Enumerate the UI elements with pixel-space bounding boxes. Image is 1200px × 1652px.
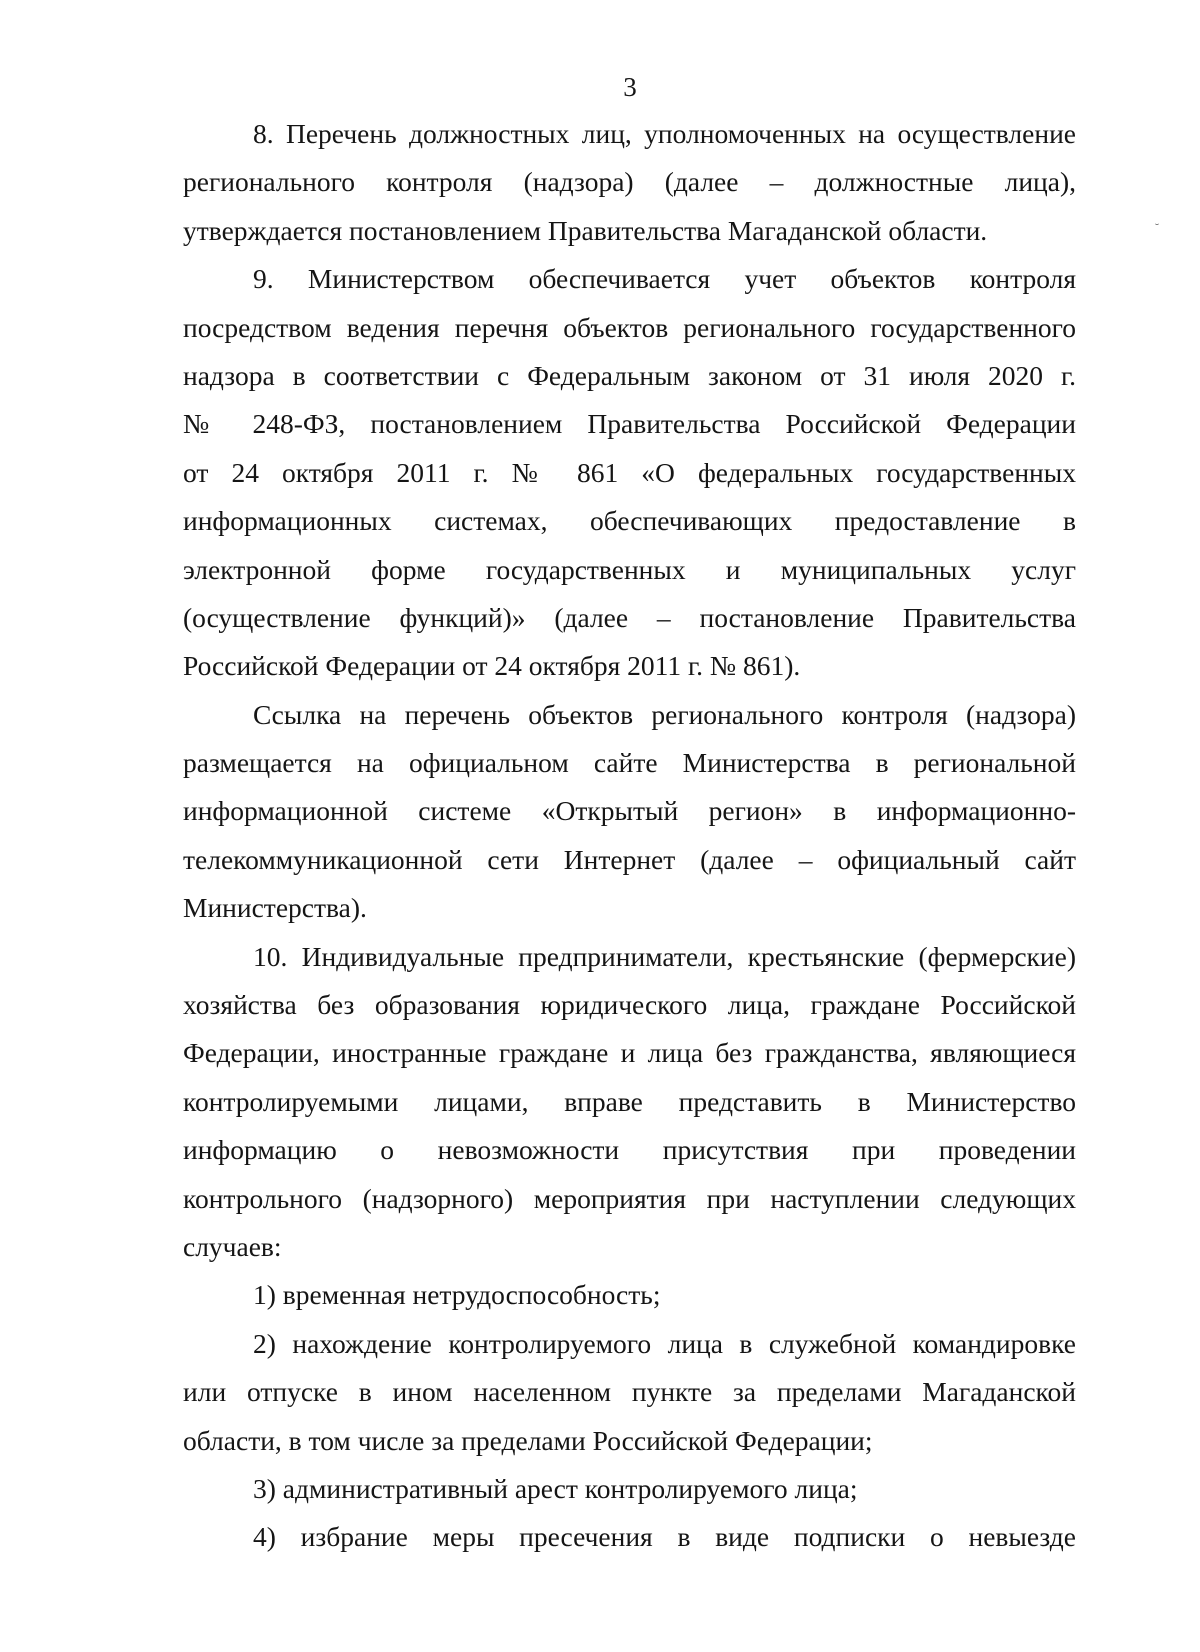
text-line: надзора в соответствии с Федеральным законом от 31 июля 2020 г. (183, 359, 1076, 391)
text-line: контрольного (надзорного) мероприятия при наступлении следующих (183, 1182, 1076, 1214)
paragraph-link-reference (183, 691, 1076, 933)
list-item-1 (183, 1271, 1076, 1319)
paragraph-10 (183, 933, 1076, 1272)
text-line: Федерации, иностранные граждане и лица без гражданства, являющиеся (183, 1037, 1076, 1069)
text-line: от 24 октября 2011 г. № 861 «О федеральных государственных (183, 456, 1076, 488)
text-line: области, в том числе за пределами Российской Федерации; (183, 1424, 873, 1456)
text-line: 3) административный арест контролируемого лица; (253, 1472, 858, 1504)
text-line: утверждается постановлением Правительства Магаданской области. (183, 214, 988, 246)
list-item-2 (183, 1320, 1076, 1465)
text-line: хозяйства без образования юридического лица, граждане Российской (183, 989, 1076, 1021)
text-line: 8. Перечень должностных лиц, уполномоченных на осуществление (253, 118, 1076, 149)
text-line: контролируемыми лицами, вправе представить в Министерство (183, 1085, 1076, 1117)
text-line: случаев: (183, 1230, 282, 1262)
text-line: регионального контроля (надзора) (далее – должностные лица), (183, 166, 1076, 198)
text-line: информацию о невозможности присутствия при проведении (183, 1134, 1076, 1166)
text-line: Российской Федерации от 24 октября 2011 г. № 861). (183, 650, 801, 682)
text-line: посредством ведения перечня объектов регионального государственного (183, 311, 1076, 343)
text-line: информационной системе «Открытый регион» в информационно- (183, 795, 1076, 827)
paragraph-8 (183, 110, 1076, 255)
list-item-4 (183, 1513, 1076, 1561)
text-line: (осуществление функций)» (далее – постановление Правительства (183, 601, 1076, 633)
scan-speck (1155, 221, 1159, 225)
text-line: 10. Индивидуальные предприниматели, крестьянские (фермерские) (253, 940, 1076, 972)
text-line: информационных системах, обеспечивающих предоставление в (183, 505, 1076, 537)
text-line: Министерства). (183, 892, 367, 924)
text-line: 2) нахождение контролируемого лица в служебной командировке (253, 1327, 1076, 1359)
text-line: телекоммуникационной сети Интернет (далее – официальный сайт (183, 843, 1076, 875)
paragraph-9 (183, 255, 1076, 691)
text-line: размещается на официальном сайте Министерства в региональной (183, 747, 1076, 779)
text-line: 4) избрание меры пресечения в виде подписки о невыезде (253, 1521, 1076, 1553)
document-body (183, 110, 1076, 1562)
text-line: электронной форме государственных и муниципальных услуг (183, 553, 1076, 585)
text-line: 1) временная нетрудоспособность; (253, 1279, 661, 1311)
text-line: № 248-ФЗ, постановлением Правительства Российской Федерации (183, 408, 1076, 440)
text-line: 9. Министерством обеспечивается учет объектов контроля (253, 263, 1076, 295)
text-line: Ссылка на перечень объектов регионального контроля (надзора) (253, 698, 1076, 730)
list-item-3 (183, 1465, 1076, 1513)
text-line: или отпуске в ином населенном пункте за пределами Магаданской (183, 1376, 1076, 1408)
page-number: 3 (623, 72, 637, 102)
